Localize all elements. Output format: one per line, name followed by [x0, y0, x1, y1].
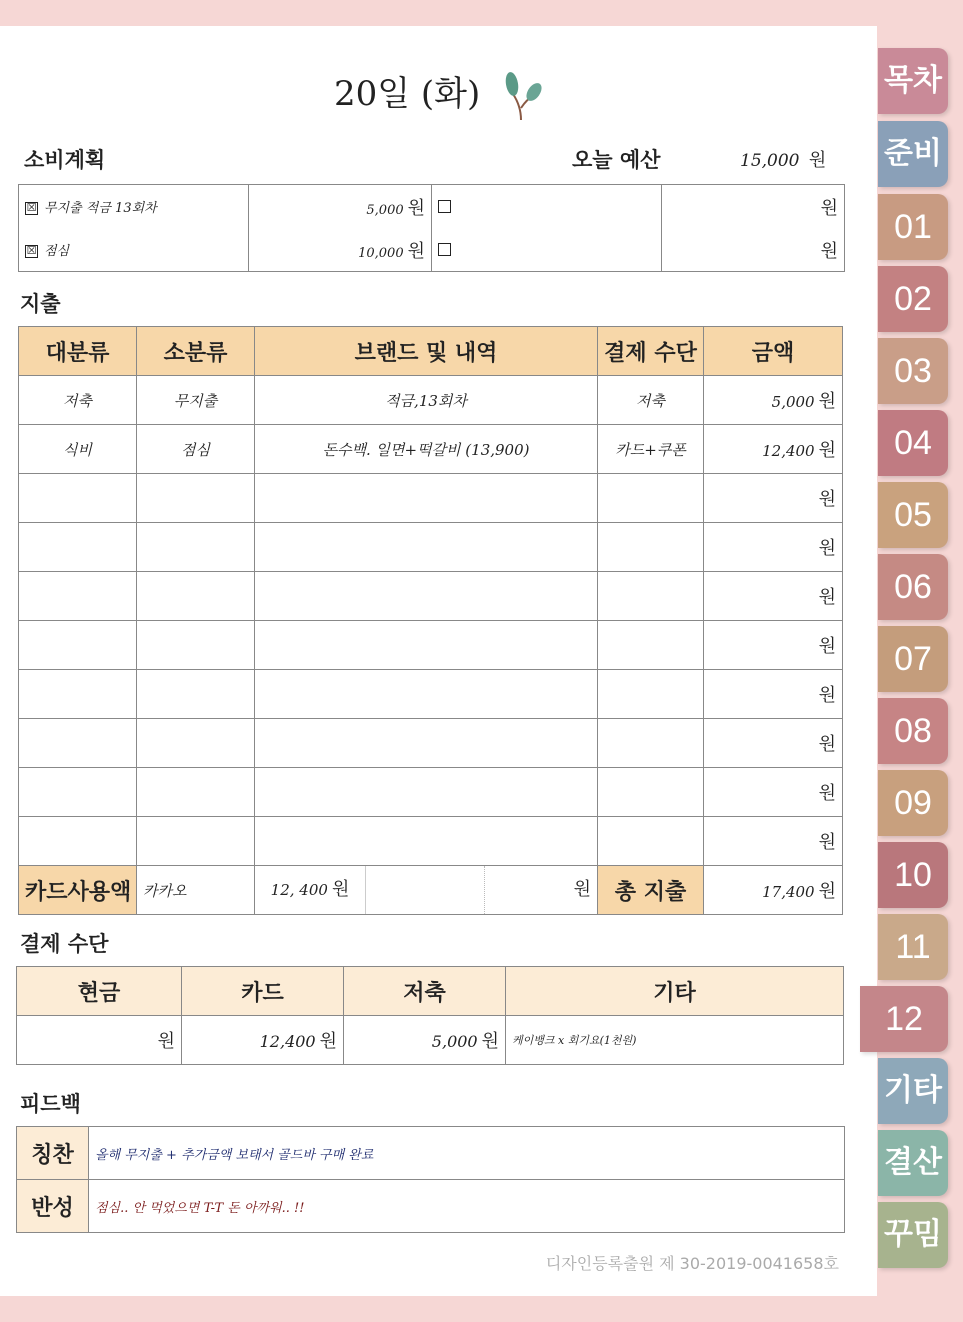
total-expense-amount: 17,400 원: [704, 866, 843, 915]
feedback-heading: 피드백: [20, 1092, 81, 1116]
tab-11[interactable]: 11: [878, 914, 948, 980]
cell[interactable]: 점심: [137, 425, 255, 474]
amount-cell[interactable]: 원: [704, 621, 843, 670]
cell[interactable]: [137, 523, 255, 572]
cell[interactable]: [598, 670, 704, 719]
reflect-label: 반성: [17, 1180, 89, 1233]
expense-summary-row: [19, 866, 843, 915]
tab-07[interactable]: 07: [878, 626, 948, 692]
plan-row: [19, 228, 845, 272]
feedback-row: [17, 1180, 845, 1233]
table-row: [19, 621, 843, 670]
card-cell[interactable]: 12,400 원: [182, 1016, 344, 1065]
savings-cell[interactable]: 5,000 원: [344, 1016, 506, 1065]
cell[interactable]: 무지출: [137, 376, 255, 425]
amount-cell[interactable]: 원: [704, 523, 843, 572]
tab-05[interactable]: 05: [878, 482, 948, 548]
table-row: [19, 670, 843, 719]
cell[interactable]: [255, 523, 598, 572]
cell[interactable]: 적금,13회차: [255, 376, 598, 425]
other-cell[interactable]: 케이뱅크 x 회기요(1천원): [506, 1016, 844, 1065]
card2-amount[interactable]: 원: [573, 879, 591, 900]
table-row: [19, 817, 843, 866]
table-row: [19, 719, 843, 768]
page-title: 20일 (화): [0, 66, 877, 122]
tab-12[interactable]: 12: [860, 986, 948, 1052]
card2-name[interactable]: [366, 866, 485, 914]
budget-label: 오늘 예산: [572, 148, 661, 172]
card-amount-cell: [255, 866, 598, 915]
cell[interactable]: [598, 817, 704, 866]
feedback-row: [17, 1127, 845, 1180]
table-row: [19, 474, 843, 523]
table-row: [19, 768, 843, 817]
reflect-text[interactable]: 점심.. 안 먹었으면 T-T 돈 아까워.. !!: [89, 1180, 845, 1233]
tab-08[interactable]: 08: [878, 698, 948, 764]
col-header: 기타: [506, 967, 844, 1016]
checkbox-icon[interactable]: [438, 243, 451, 256]
cell[interactable]: [19, 474, 137, 523]
expense-table: [18, 326, 843, 915]
amount-cell[interactable]: 원: [704, 572, 843, 621]
plan-item[interactable]: ☒ 점심: [19, 228, 249, 272]
plan-row: [19, 185, 845, 229]
card-amount[interactable]: 12, 400 원: [255, 866, 366, 914]
table-row: [19, 425, 843, 474]
checkbox-checked-icon[interactable]: ☒: [26, 244, 37, 257]
plan-amount: 10,000 원: [249, 228, 432, 272]
plan-item[interactable]: [432, 228, 662, 272]
cell[interactable]: [19, 768, 137, 817]
amount-cell[interactable]: 12,400 원: [704, 425, 843, 474]
total-expense-label: 총 지출: [598, 866, 704, 915]
cell[interactable]: [598, 523, 704, 572]
feedback-table: [16, 1126, 845, 1233]
cell[interactable]: [137, 474, 255, 523]
col-header: 브랜드 및 내역: [255, 327, 598, 376]
cell[interactable]: 카드+쿠폰: [598, 425, 704, 474]
tab-10[interactable]: 10: [878, 842, 948, 908]
cell[interactable]: 식비: [19, 425, 137, 474]
expense-heading: 지출: [20, 292, 61, 316]
col-header: 대분류: [19, 327, 137, 376]
tab-09[interactable]: 09: [878, 770, 948, 836]
tab-06[interactable]: 06: [878, 554, 948, 620]
cell[interactable]: [19, 523, 137, 572]
praise-text[interactable]: 올해 무지출 + 추가금액 보태서 골드바 구매 완료: [89, 1127, 845, 1180]
cell[interactable]: [137, 719, 255, 768]
budget-value: 15,000 원: [740, 150, 827, 171]
cell[interactable]: [255, 768, 598, 817]
cell[interactable]: [255, 719, 598, 768]
col-header: 카드: [182, 967, 344, 1016]
table-row: [19, 572, 843, 621]
payment-table: [16, 966, 844, 1065]
plan-amount: 원: [662, 185, 845, 229]
tab-꾸밈[interactable]: 꾸밈: [878, 1202, 948, 1268]
cell[interactable]: [19, 817, 137, 866]
tab-목차[interactable]: 목차: [878, 48, 948, 114]
plan-heading: 소비계획: [24, 148, 106, 172]
cell[interactable]: [255, 670, 598, 719]
cell[interactable]: [598, 474, 704, 523]
cell[interactable]: [255, 621, 598, 670]
payment-row: [17, 1016, 844, 1065]
leaf-icon: [503, 70, 543, 122]
cell[interactable]: [19, 670, 137, 719]
payment-heading: 결제 수단: [20, 932, 109, 956]
col-header: 결제 수단: [598, 327, 704, 376]
table-row: [19, 376, 843, 425]
tab-04[interactable]: 04: [878, 410, 948, 476]
cell[interactable]: [598, 768, 704, 817]
tab-02[interactable]: 02: [878, 266, 948, 332]
table-row: [19, 523, 843, 572]
cell[interactable]: 저축: [19, 376, 137, 425]
card-name-cell[interactable]: 카카오: [137, 866, 255, 915]
planner-page: [0, 26, 877, 1296]
col-header: 금액: [704, 327, 843, 376]
plan-item[interactable]: ☒ 무지출 적금 13회차: [19, 185, 249, 229]
cell[interactable]: [137, 670, 255, 719]
cell[interactable]: [255, 572, 598, 621]
amount-cell[interactable]: 원: [704, 817, 843, 866]
tab-01[interactable]: 01: [878, 194, 948, 260]
amount-cell[interactable]: 원: [704, 670, 843, 719]
amount-cell[interactable]: 원: [704, 768, 843, 817]
col-header: 저축: [344, 967, 506, 1016]
payment-header-row: [17, 967, 844, 1016]
col-header: 현금: [17, 967, 182, 1016]
checkbox-checked-icon[interactable]: ☒: [26, 201, 37, 214]
cell[interactable]: [19, 572, 137, 621]
cell[interactable]: [137, 621, 255, 670]
amount-cell[interactable]: 원: [704, 719, 843, 768]
cell[interactable]: [598, 572, 704, 621]
praise-label: 칭찬: [17, 1127, 89, 1180]
cell[interactable]: [137, 768, 255, 817]
plan-table: [18, 184, 845, 272]
tab-결산[interactable]: 결산: [878, 1130, 948, 1196]
plan-item[interactable]: [432, 185, 662, 229]
checkbox-icon[interactable]: [438, 200, 451, 213]
expense-header-row: [19, 327, 843, 376]
cell[interactable]: 저축: [598, 376, 704, 425]
card-usage-label: 카드사용액: [19, 866, 137, 915]
cell[interactable]: 돈수백. 일면+떡갈비 (13,900): [255, 425, 598, 474]
cell[interactable]: [19, 719, 137, 768]
plan-amount: 5,000 원: [249, 185, 432, 229]
cell[interactable]: [598, 719, 704, 768]
cell[interactable]: [137, 572, 255, 621]
cell[interactable]: [19, 621, 137, 670]
cell[interactable]: [137, 817, 255, 866]
cell[interactable]: [255, 474, 598, 523]
cell[interactable]: [598, 621, 704, 670]
amount-cell[interactable]: 원: [704, 474, 843, 523]
tab-준비[interactable]: 준비: [878, 121, 948, 187]
col-header: 소분류: [137, 327, 255, 376]
tab-기타[interactable]: 기타: [878, 1058, 948, 1124]
plan-amount: 원: [662, 228, 845, 272]
copyright-notice: 디자인등록출원 제 30-2019-0041658호: [545, 1254, 839, 1273]
cash-cell[interactable]: 원: [17, 1016, 182, 1065]
amount-cell[interactable]: 5,000 원: [704, 376, 843, 425]
tab-03[interactable]: 03: [878, 338, 948, 404]
cell[interactable]: [255, 817, 598, 866]
